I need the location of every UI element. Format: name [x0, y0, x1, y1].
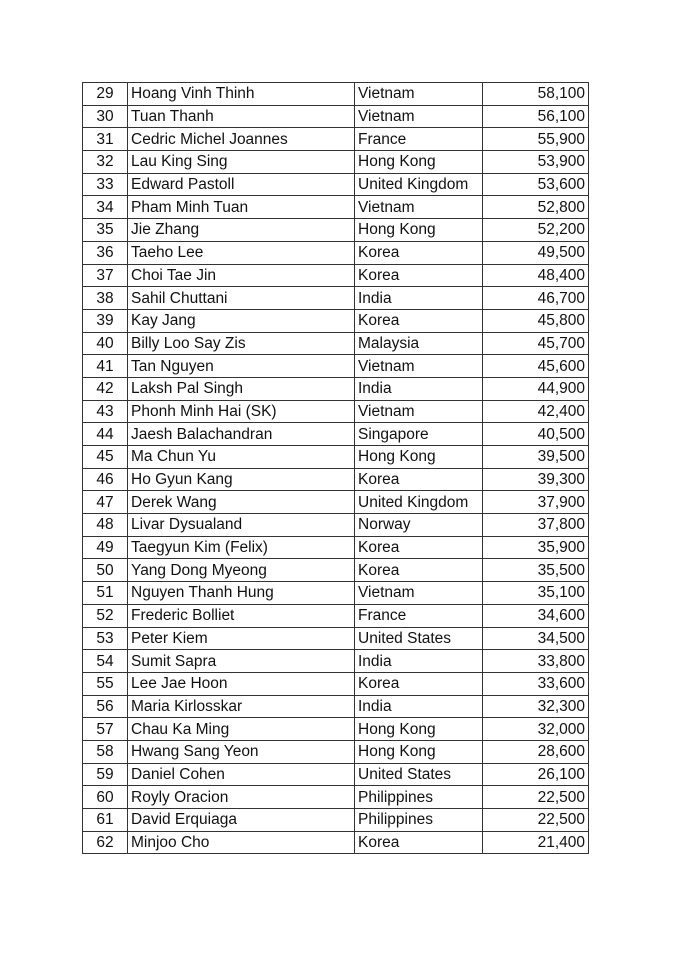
country-cell: Hong Kong: [355, 446, 483, 469]
table-row: [83, 718, 589, 741]
points-cell: 35,900: [483, 536, 589, 559]
country-cell: Norway: [355, 514, 483, 537]
table-row: [83, 151, 589, 174]
country-cell: India: [355, 287, 483, 310]
rank-cell: 29: [83, 83, 128, 106]
country-cell: United States: [355, 627, 483, 650]
country-cell: France: [355, 604, 483, 627]
player-name-cell: Frederic Bolliet: [128, 604, 355, 627]
rank-cell: 31: [83, 128, 128, 151]
table-row: [83, 423, 589, 446]
points-cell: 37,900: [483, 491, 589, 514]
country-cell: Vietnam: [355, 400, 483, 423]
points-cell: 21,400: [483, 831, 589, 854]
rank-cell: 43: [83, 400, 128, 423]
table-row: [83, 536, 589, 559]
country-cell: United States: [355, 763, 483, 786]
player-name-cell: Kay Jang: [128, 309, 355, 332]
country-cell: United Kingdom: [355, 491, 483, 514]
player-name-cell: Royly Oracion: [128, 786, 355, 809]
country-cell: Hong Kong: [355, 740, 483, 763]
rank-cell: 36: [83, 241, 128, 264]
standings-table-body: [83, 83, 589, 854]
country-cell: Hong Kong: [355, 151, 483, 174]
player-name-cell: Yang Dong Myeong: [128, 559, 355, 582]
player-name-cell: David Erquiaga: [128, 809, 355, 832]
table-row: [83, 763, 589, 786]
points-cell: 40,500: [483, 423, 589, 446]
country-cell: Vietnam: [355, 196, 483, 219]
country-cell: Malaysia: [355, 332, 483, 355]
points-cell: 46,700: [483, 287, 589, 310]
player-name-cell: Ho Gyun Kang: [128, 468, 355, 491]
player-name-cell: Cedric Michel Joannes: [128, 128, 355, 151]
points-cell: 35,100: [483, 582, 589, 605]
player-name-cell: Sahil Chuttani: [128, 287, 355, 310]
country-cell: India: [355, 650, 483, 673]
player-name-cell: Lee Jae Hoon: [128, 672, 355, 695]
points-cell: 44,900: [483, 377, 589, 400]
rank-cell: 42: [83, 377, 128, 400]
table-row: [83, 332, 589, 355]
player-name-cell: Pham Minh Tuan: [128, 196, 355, 219]
table-row: [83, 377, 589, 400]
country-cell: Vietnam: [355, 582, 483, 605]
country-cell: Korea: [355, 468, 483, 491]
country-cell: Hong Kong: [355, 219, 483, 242]
table-row: [83, 264, 589, 287]
points-cell: 45,600: [483, 355, 589, 378]
player-name-cell: Taeho Lee: [128, 241, 355, 264]
player-name-cell: Phonh Minh Hai (SK): [128, 400, 355, 423]
country-cell: France: [355, 128, 483, 151]
table-row: [83, 241, 589, 264]
points-cell: 45,700: [483, 332, 589, 355]
player-name-cell: Edward Pastoll: [128, 173, 355, 196]
country-cell: Hong Kong: [355, 718, 483, 741]
table-row: [83, 627, 589, 650]
country-cell: United Kingdom: [355, 173, 483, 196]
table-row: [83, 173, 589, 196]
table-row: [83, 809, 589, 832]
table-row: [83, 786, 589, 809]
rank-cell: 52: [83, 604, 128, 627]
country-cell: India: [355, 377, 483, 400]
table-row: [83, 740, 589, 763]
player-name-cell: Hoang Vinh Thinh: [128, 83, 355, 106]
points-cell: 56,100: [483, 105, 589, 128]
country-cell: Philippines: [355, 786, 483, 809]
table-row: [83, 196, 589, 219]
rank-cell: 34: [83, 196, 128, 219]
player-name-cell: Peter Kiem: [128, 627, 355, 650]
standings-sheet: [82, 82, 589, 854]
player-name-cell: Livar Dysualand: [128, 514, 355, 537]
points-cell: 37,800: [483, 514, 589, 537]
points-cell: 22,500: [483, 786, 589, 809]
rank-cell: 58: [83, 740, 128, 763]
table-row: [83, 672, 589, 695]
player-name-cell: Minjoo Cho: [128, 831, 355, 854]
player-name-cell: Maria Kirlosskar: [128, 695, 355, 718]
rank-cell: 41: [83, 355, 128, 378]
table-row: [83, 650, 589, 673]
country-cell: Korea: [355, 536, 483, 559]
player-name-cell: Daniel Cohen: [128, 763, 355, 786]
points-cell: 48,400: [483, 264, 589, 287]
country-cell: Korea: [355, 309, 483, 332]
points-cell: 33,800: [483, 650, 589, 673]
player-name-cell: Tuan Thanh: [128, 105, 355, 128]
table-row: [83, 128, 589, 151]
player-name-cell: Hwang Sang Yeon: [128, 740, 355, 763]
table-row: [83, 287, 589, 310]
points-cell: 45,800: [483, 309, 589, 332]
rank-cell: 57: [83, 718, 128, 741]
table-row: [83, 604, 589, 627]
table-row: [83, 514, 589, 537]
table-row: [83, 355, 589, 378]
player-name-cell: Tan Nguyen: [128, 355, 355, 378]
rank-cell: 40: [83, 332, 128, 355]
player-name-cell: Jie Zhang: [128, 219, 355, 242]
points-cell: 28,600: [483, 740, 589, 763]
points-cell: 32,300: [483, 695, 589, 718]
points-cell: 34,500: [483, 627, 589, 650]
rank-cell: 33: [83, 173, 128, 196]
table-row: [83, 831, 589, 854]
player-name-cell: Ma Chun Yu: [128, 446, 355, 469]
rank-cell: 50: [83, 559, 128, 582]
rank-cell: 51: [83, 582, 128, 605]
points-cell: 52,800: [483, 196, 589, 219]
table-row: [83, 468, 589, 491]
rank-cell: 39: [83, 309, 128, 332]
standings-table: [82, 82, 589, 854]
player-name-cell: Choi Tae Jin: [128, 264, 355, 287]
table-row: [83, 219, 589, 242]
rank-cell: 48: [83, 514, 128, 537]
points-cell: 35,500: [483, 559, 589, 582]
points-cell: 33,600: [483, 672, 589, 695]
points-cell: 58,100: [483, 83, 589, 106]
player-name-cell: Chau Ka Ming: [128, 718, 355, 741]
rank-cell: 35: [83, 219, 128, 242]
rank-cell: 47: [83, 491, 128, 514]
points-cell: 26,100: [483, 763, 589, 786]
points-cell: 42,400: [483, 400, 589, 423]
rank-cell: 37: [83, 264, 128, 287]
country-cell: Vietnam: [355, 83, 483, 106]
points-cell: 32,000: [483, 718, 589, 741]
rank-cell: 61: [83, 809, 128, 832]
points-cell: 55,900: [483, 128, 589, 151]
country-cell: Singapore: [355, 423, 483, 446]
country-cell: Korea: [355, 831, 483, 854]
country-cell: India: [355, 695, 483, 718]
points-cell: 53,600: [483, 173, 589, 196]
country-cell: Vietnam: [355, 105, 483, 128]
table-row: [83, 559, 589, 582]
rank-cell: 60: [83, 786, 128, 809]
player-name-cell: Lau King Sing: [128, 151, 355, 174]
country-cell: Korea: [355, 559, 483, 582]
player-name-cell: Sumit Sapra: [128, 650, 355, 673]
player-name-cell: Derek Wang: [128, 491, 355, 514]
rank-cell: 55: [83, 672, 128, 695]
table-row: [83, 491, 589, 514]
player-name-cell: Nguyen Thanh Hung: [128, 582, 355, 605]
rank-cell: 54: [83, 650, 128, 673]
player-name-cell: Jaesh Balachandran: [128, 423, 355, 446]
rank-cell: 56: [83, 695, 128, 718]
points-cell: 39,500: [483, 446, 589, 469]
points-cell: 49,500: [483, 241, 589, 264]
country-cell: Philippines: [355, 809, 483, 832]
rank-cell: 38: [83, 287, 128, 310]
country-cell: Korea: [355, 264, 483, 287]
player-name-cell: Taegyun Kim (Felix): [128, 536, 355, 559]
table-row: [83, 400, 589, 423]
table-row: [83, 446, 589, 469]
table-row: [83, 105, 589, 128]
rank-cell: 45: [83, 446, 128, 469]
rank-cell: 44: [83, 423, 128, 446]
rank-cell: 59: [83, 763, 128, 786]
rank-cell: 62: [83, 831, 128, 854]
table-row: [83, 582, 589, 605]
points-cell: 22,500: [483, 809, 589, 832]
country-cell: Korea: [355, 672, 483, 695]
table-row: [83, 309, 589, 332]
table-row: [83, 695, 589, 718]
country-cell: Korea: [355, 241, 483, 264]
rank-cell: 53: [83, 627, 128, 650]
points-cell: 39,300: [483, 468, 589, 491]
player-name-cell: Billy Loo Say Zis: [128, 332, 355, 355]
rank-cell: 46: [83, 468, 128, 491]
country-cell: Vietnam: [355, 355, 483, 378]
rank-cell: 32: [83, 151, 128, 174]
rank-cell: 49: [83, 536, 128, 559]
table-row: [83, 83, 589, 106]
player-name-cell: Laksh Pal Singh: [128, 377, 355, 400]
rank-cell: 30: [83, 105, 128, 128]
points-cell: 53,900: [483, 151, 589, 174]
points-cell: 34,600: [483, 604, 589, 627]
points-cell: 52,200: [483, 219, 589, 242]
